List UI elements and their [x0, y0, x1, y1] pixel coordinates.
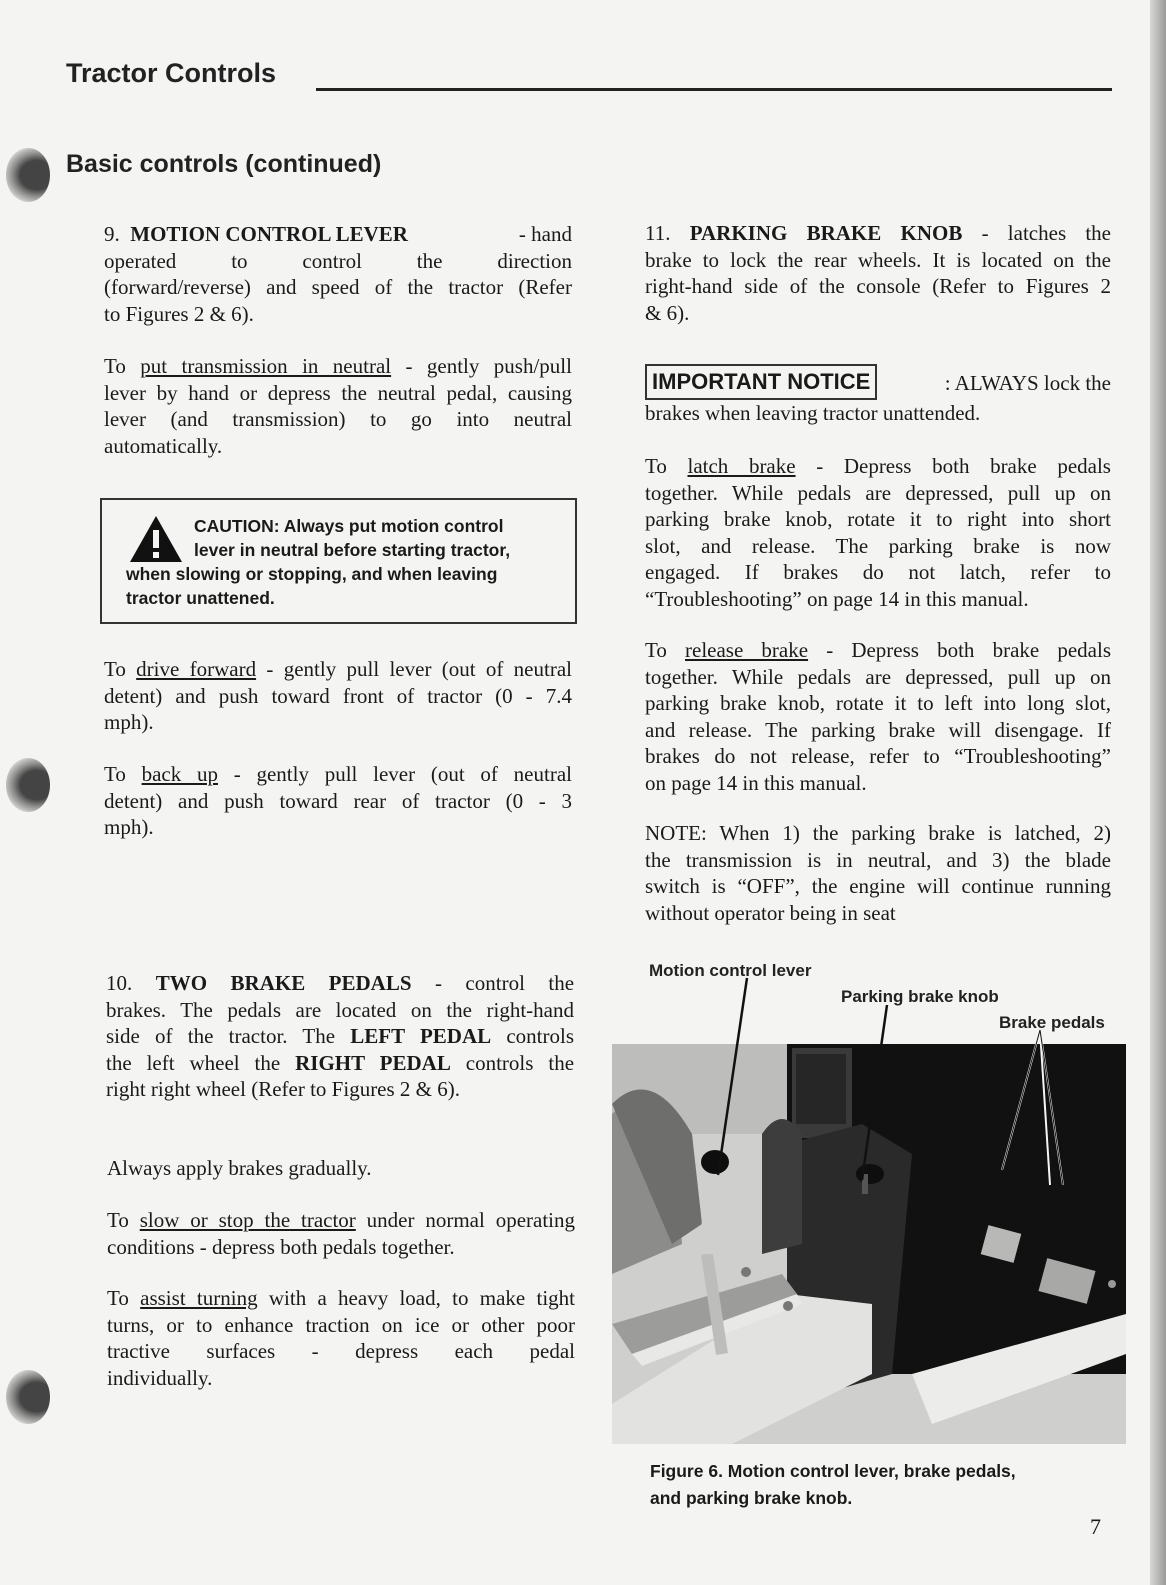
figure-caption: Figure 6. Motion control lever, brake pedals, and parking brake knob.: [650, 1461, 1016, 1508]
label-parking-brake-knob: Parking brake knob: [841, 987, 999, 1006]
assist-paragraph: To assist turning with a heavy load, to make tight turns, or to enhance traction on ice or other poor tractive surfaces - depress each pedal individually.: [107, 1286, 575, 1390]
label-motion-control-lever: Motion control lever: [649, 961, 812, 980]
binder-hole-top: [6, 148, 50, 202]
notice-paragraph: IMPORTANT NOTICE : ALWAYS lock the brakes when leaving tractor unattended.: [645, 364, 1111, 427]
subheading: Basic controls (continued): [66, 150, 382, 178]
binder-hole-middle: [6, 758, 50, 812]
caution-line-2: lever in neutral before starting tractor,: [194, 540, 511, 560]
release-paragraph: To release brake - Depress both brake pedals together. While pedals are depressed, pull up on parking brake knob, rotate it to left into long slot, and release. The parking brake will disengage. If brakes do not release, refer to “Troubleshooting” on page 14 in this manual.: [645, 638, 1111, 795]
figure-pointer-lines: [600, 975, 1120, 1205]
label-brake-pedals: Brake pedals: [999, 1013, 1105, 1032]
slow-paragraph: To slow or stop the tractor under normal operating conditions - depress both pedals together.: [107, 1208, 575, 1259]
binder-hole-bottom: [6, 1370, 50, 1424]
section-title: Tractor Controls: [66, 58, 277, 88]
caution-line-3: when slowing or stopping, and when leaving: [126, 564, 498, 584]
caution-line-1: CAUTION: Always put motion control: [194, 516, 504, 536]
item9-paragraph: 9. MOTION CONTROL LEVER - hand operated to control the direction (forward/reverse) and speed of the tractor (Refer to Figures 2 & 6).: [104, 222, 572, 326]
warning-icon: [128, 514, 184, 564]
item11-paragraph: 11. PARKING BRAKE KNOB - latches the brake to lock the rear wheels. It is located on the right-hand side of the console (Refer to Figures 2 & 6).: [645, 221, 1112, 325]
latch-paragraph: To latch brake - Depress both brake pedals together. While pedals are depressed, pull up on parking brake knob, rotate it to right into short slot, and release. The parking brake is now engaged. If brakes do not latch, refer to “Troubleshooting” on page 14 in this manual.: [645, 454, 1111, 611]
section-rule: [316, 88, 1112, 91]
item10-paragraph: 10. TWO BRAKE PEDALS - control the brakes. The pedals are located on the right-hand side of the tractor. The LEFT PEDAL controls the left wheel the RIGHT PEDAL controls the right right wheel (Refer to Figures 2 & 6).: [106, 971, 575, 1101]
caution-line-4: tractor unattened.: [126, 588, 275, 608]
forward-paragraph: To drive forward - gently pull lever (out of neutral detent) and push toward front of tractor (0 - 7.4 mph).: [104, 657, 572, 734]
neutral-paragraph: To put transmission in neutral - gently push/pull lever by hand or depress the neutral pedal, causing lever (and transmission) to go into neutral automatically.: [104, 354, 572, 458]
gradual-paragraph: Always apply brakes gradually.: [107, 1156, 372, 1180]
caution-box: [100, 498, 577, 624]
backup-paragraph: To back up - gently pull lever (out of neutral detent) and push toward rear of tractor (0 - 3 mph).: [104, 762, 572, 839]
important-notice-label: IMPORTANT NOTICE: [645, 364, 877, 400]
page-edge: [1150, 0, 1166, 1585]
page-number: 7: [1090, 1514, 1101, 1539]
note-paragraph: NOTE: When 1) the parking brake is latched, 2) the transmission is in neutral, and 3) the blade switch is “OFF”, the engine will continue running without operator being in seat: [645, 821, 1111, 925]
